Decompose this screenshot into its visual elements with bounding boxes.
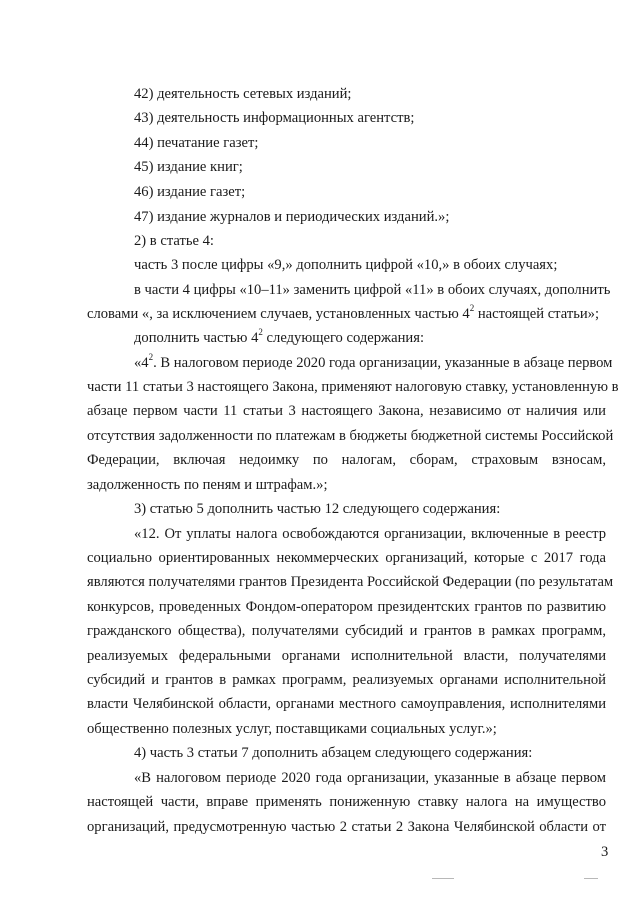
- page-number: 3: [601, 844, 609, 860]
- list-item: 45) издание книг;: [134, 159, 243, 175]
- paragraph-line: [87, 304, 599, 324]
- paragraph-line: 4) часть 3 статьи 7 дополнить абзацем следующего содержания:: [134, 745, 533, 761]
- paragraph-line: настоящей части, вправе применять пониженную ставку налога на имущество: [87, 794, 606, 810]
- paragraph-line: «12. От уплаты налога освобождаются организации, включенные в реестр: [134, 526, 606, 542]
- list-item: 47) издание журналов и периодических изданий.»;: [134, 209, 450, 225]
- paragraph-line: «В налоговом периоде 2020 года организации, указанные в абзаце первом: [134, 770, 606, 786]
- list-item: 46) издание газет;: [134, 184, 246, 200]
- text-segment: . В налоговом периоде 2020 года организации, указанные в абзаце первом: [153, 355, 613, 371]
- text-segment: «4: [134, 355, 149, 371]
- text-segment: следующего содержания:: [262, 330, 425, 346]
- paragraph-line: отсутствия задолженности по платежам в бюджеты бюджетной системы Российской: [87, 428, 614, 444]
- paragraph-line: Федерации, включая недоимку по налогам, сборам, страховым взносам,: [87, 452, 606, 468]
- paragraph-line: являются получателями грантов Президента Российской Федерации (по результатам: [87, 574, 614, 590]
- paragraph-line: социально ориентированных некоммерческих организаций, которые с 2017 года: [87, 550, 606, 566]
- paragraph-line: часть 3 после цифры «9,» дополнить цифрой «10,» в обоих случаях;: [134, 257, 558, 273]
- list-item: 43) деятельность информационных агентств;: [134, 110, 415, 126]
- paragraph-line: организаций, предусмотренную частью 2 статьи 2 Закона Челябинской области от: [87, 819, 606, 835]
- paragraph-line: [134, 328, 424, 348]
- paragraph-line: абзаце первом части 11 статьи 3 настоящего Закона, независимо от наличия или: [87, 403, 606, 419]
- paragraph-line: [134, 352, 613, 373]
- paragraph-line: конкурсов, проведенных Фондом-оператором президентских грантов по развитию: [87, 599, 606, 615]
- text-segment: дополнить частью 4: [134, 330, 259, 346]
- paragraph-line: общественно полезных услуг, поставщиками социальных услуг.»;: [87, 721, 497, 737]
- text-segment: настоящей статьи»;: [474, 306, 600, 322]
- paragraph-line: власти Челябинской области, органами местного самоуправления, исполнителями: [87, 696, 606, 712]
- scan-artifact: [432, 878, 454, 879]
- paragraph-line: задолженность по пеням и штрафам.»;: [87, 477, 328, 493]
- scan-artifact: [584, 878, 598, 879]
- paragraph-line: в части 4 цифры «10–11» заменить цифрой «11» в обоих случаях, дополнить: [134, 282, 611, 298]
- list-item: 44) печатание газет;: [134, 135, 259, 151]
- paragraph-line: гражданского общества), получателями субсидий и грантов в рамках программ,: [87, 623, 606, 639]
- paragraph-line: 2) в статье 4:: [134, 233, 214, 249]
- superscript: 2: [258, 327, 263, 338]
- list-item: 42) деятельность сетевых изданий;: [134, 86, 352, 102]
- paragraph-line: 3) статью 5 дополнить частью 12 следующего содержания:: [134, 501, 501, 517]
- paragraph-line: реализуемых федеральными органами исполнительной власти, получателями: [87, 648, 606, 664]
- paragraph-line: субсидий и грантов в рамках программ, реализуемых органами исполнительной: [87, 672, 606, 688]
- text-segment: словами «, за исключением случаев, установленных частью 4: [87, 306, 470, 322]
- paragraph-line: части 11 статьи 3 настоящего Закона, применяют налоговую ставку, установленную в: [87, 379, 619, 395]
- superscript: 2: [148, 352, 154, 363]
- superscript: 2: [469, 303, 475, 314]
